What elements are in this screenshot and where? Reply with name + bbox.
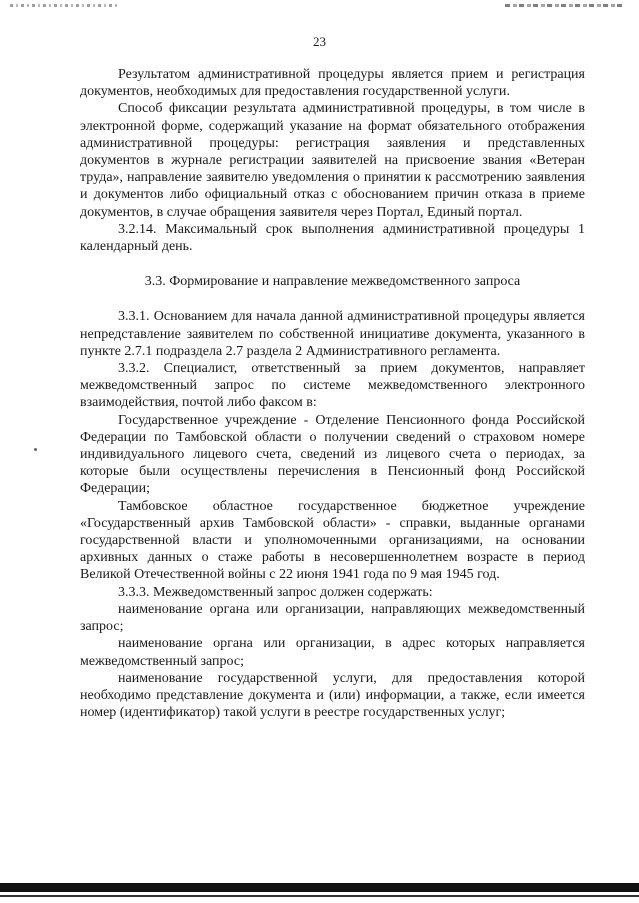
paragraph-3-3-2: 3.3.2. Специалист, ответственный за прием документов, направляет межведомственный запрос по системе межведомственного электронного взаимодействия, почтой либо факсом в: [80, 361, 585, 411]
paragraph-pension-fund: Государственное учреждение - Отделение Пенсионного фонда Российской Федерации по Тамбовской области о получении сведений о страховом номере индивидуального лицевого счета, сведений из лицевого счета о периодах, за которые были осуществлены перечисления в Пенсионный фонд Российской Федерации; [80, 412, 585, 497]
paragraph-state-archive: Тамбовское областное государственное бюджетное учреждение «Государственный архив Тамбовской области» - справки, выданные органами государственной власти и уполномоченными организациями, на основании архивных данных о стаже работы в несовершеннолетнем возрасте в период Великой Отечественной войны с 22 июня 1941 года по 9 мая 1945 год. [80, 498, 585, 583]
list-item-addressee-body: наименование органа или организации, в адрес которых направляется межведомственный запрос; [80, 636, 585, 669]
scan-artifact-top-right [505, 4, 625, 7]
paragraph-result: Результатом административной процедуры является прием и регистрация документов, необходимых для предоставления государственной услуги. [80, 67, 585, 100]
scan-bottom-border [0, 883, 639, 892]
list-item-requesting-body: наименование органа или организации, направляющих межведомственный запрос; [80, 601, 585, 635]
paragraph-fixation-method: Способ фиксации результата административной процедуры, в том числе в электронной форме, содержащий указание на формат обязательного отображения административной процедуры: регистрация заявления и представленных документов в журнале регистрации заявителей на присвоение звания «Ветеран труда», направление заявителю уведомления о принятии к рассмотрению заявления и документов либо официальный отказ с обоснованием причин отказа в приеме документов, в случае обращения заявителя через Портал, Единый портал. [80, 101, 585, 220]
scan-artifact-top-left [10, 4, 120, 7]
paragraph-3-2-14: 3.2.14. Максимальный срок выполнения административной процедуры 1 календарный день. [80, 221, 585, 255]
document-body [80, 66, 585, 721]
paragraph-3-3-3: 3.3.3. Межведомственный запрос должен содержать: [118, 584, 433, 600]
scan-speck [34, 448, 37, 451]
scan-bottom-border-thin [0, 895, 639, 897]
page-number: 23 [313, 34, 326, 49]
list-item-service-name: наименование государственной услуги, для предоставления которой необходимо представление документа и (или) информации, а также, если имеется номер (идентификатор) такой услуги в реестре государственных услуг; [80, 670, 585, 721]
paragraph-3-3-1: 3.3.1. Основанием для начала данной административной процедуры является непредставление заявителем по собственной инициативе документа, указанного в пункте 2.7.1 подраздела 2.7 раздела 2 Административного регламента. [80, 309, 585, 359]
section-heading: 3.3. Формирование и направление межведомственного запроса [144, 274, 521, 290]
